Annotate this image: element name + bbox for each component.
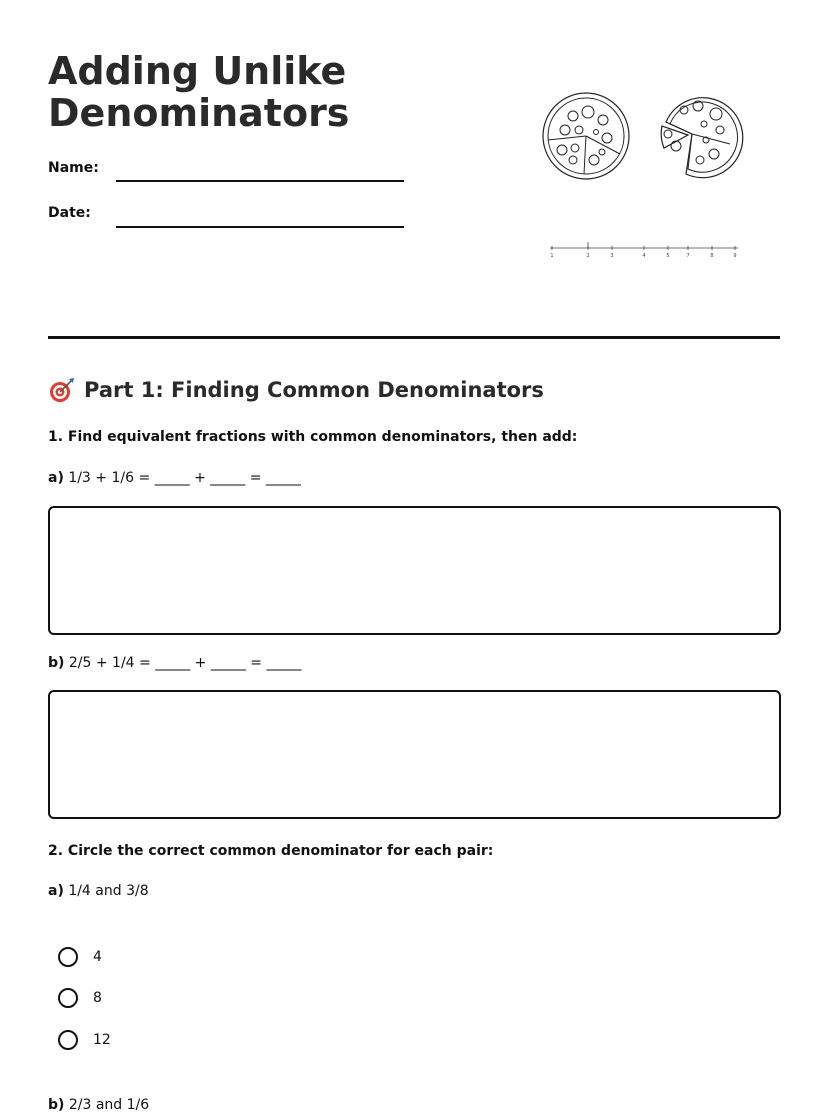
question-2a-label: a) <box>48 883 64 899</box>
question-2b-expression: 2/3 and 1/6 <box>68 1097 150 1113</box>
question-2a-expression: 1/4 and 3/8 <box>68 883 149 899</box>
question-2a <box>48 883 149 899</box>
question-1b-label: b) <box>48 655 65 671</box>
number-line-tick-label: 8 <box>710 253 714 259</box>
radio-button[interactable] <box>58 988 78 1008</box>
name-field[interactable] <box>116 180 404 182</box>
number-line-tick-label: 1 <box>550 253 554 259</box>
number-line-tick-label: 4 <box>642 253 646 259</box>
name-label: Name: <box>48 160 99 176</box>
part1-heading <box>48 376 544 404</box>
question-1a-expression: 1/3 + 1/6 = _____ + _____ = _____ <box>68 470 301 486</box>
number-line-tick-label: 5 <box>666 253 670 259</box>
question-1b-expression: 2/5 + 1/4 = _____ + _____ = _____ <box>68 655 302 671</box>
option-label: 8 <box>93 990 102 1006</box>
option-2a-3[interactable] <box>58 1028 111 1052</box>
question-1a <box>48 470 301 486</box>
pizza-whole-illustration <box>540 90 632 182</box>
number-line-tick-label: 3 <box>610 253 614 259</box>
radio-button[interactable] <box>58 1030 78 1050</box>
worksheet-title: Adding Unlike Denominators <box>48 49 350 135</box>
option-2a-2[interactable] <box>58 986 102 1010</box>
date-field[interactable] <box>116 226 404 228</box>
date-label: Date: <box>48 205 91 221</box>
option-label: 12 <box>93 1032 111 1048</box>
question-1b <box>48 655 301 671</box>
question-2b-label: b) <box>48 1097 65 1113</box>
number-line-illustration <box>546 240 742 260</box>
answer-box-1a[interactable] <box>48 506 781 635</box>
option-2a-1[interactable] <box>58 945 102 969</box>
section-divider <box>48 336 780 339</box>
target-icon <box>48 377 76 403</box>
question-1-text: 1. Find equivalent fractions with common denominators, then add: <box>48 429 578 445</box>
question-1a-label: a) <box>48 470 64 486</box>
question-2-text: 2. Circle the correct common denominator for each pair: <box>48 843 494 859</box>
radio-button[interactable] <box>58 947 78 967</box>
question-2b <box>48 1097 149 1113</box>
number-line-tick-label: 2 <box>586 253 590 259</box>
answer-box-1b[interactable] <box>48 690 781 819</box>
part1-heading-text: Part 1: Finding Common Denominators <box>84 378 544 402</box>
number-line-tick-label: 9 <box>733 253 737 259</box>
number-line-tick-label: 7 <box>686 253 690 259</box>
pizza-slice-illustration <box>654 88 746 182</box>
option-label: 4 <box>93 949 102 965</box>
